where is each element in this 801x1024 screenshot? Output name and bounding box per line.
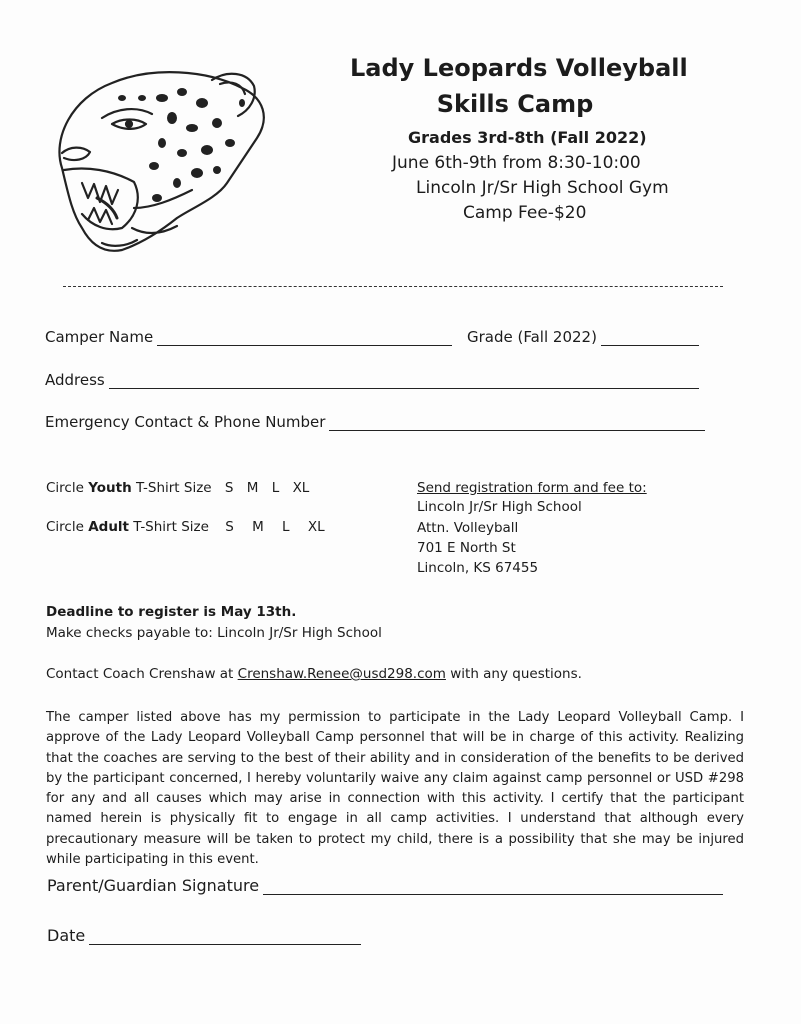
grade-field[interactable] <box>601 331 699 346</box>
leopard-mascot-logo <box>42 58 274 258</box>
youth-size-s[interactable]: S <box>224 480 234 496</box>
youth-size-xl[interactable]: XL <box>292 480 310 496</box>
adult-size-l[interactable]: L <box>282 519 290 535</box>
camp-dates: June 6th-9th from 8:30-10:00 <box>392 153 641 173</box>
adult-prefix: Circle <box>46 519 89 535</box>
camp-title-line2: Skills Camp <box>436 90 594 118</box>
youth-size-l[interactable]: L <box>271 480 280 496</box>
adult-size-m[interactable]: M <box>252 519 264 535</box>
deadline-note: Deadline to register is May 13th. <box>46 604 297 620</box>
mailing-line1: Lincoln Jr/Sr High School <box>417 499 582 515</box>
mailing-line4: Lincoln, KS 67455 <box>417 560 539 576</box>
camper-name-field[interactable] <box>157 331 452 346</box>
adult-bold-label: Adult <box>88 519 130 535</box>
mailing-heading: Send registration form and fee to: <box>417 480 647 496</box>
emergency-contact-field[interactable] <box>329 416 705 431</box>
camp-grades: Grades 3rd-8th (Fall 2022) <box>408 128 647 147</box>
mailing-line2: Attn. Volleyball <box>417 520 519 536</box>
camp-title-line1: Lady Leopards Volleyball <box>350 54 688 82</box>
camper-name-row <box>45 328 452 346</box>
grade-row <box>467 328 699 346</box>
date-label: Date <box>47 926 86 945</box>
grade-label: Grade (Fall 2022) <box>467 328 597 346</box>
youth-size-m[interactable]: M <box>246 480 259 496</box>
youth-suffix: T-Shirt Size <box>131 480 212 496</box>
youth-prefix: Circle <box>46 480 89 496</box>
address-field[interactable] <box>109 374 699 389</box>
adult-suffix: T-Shirt Size <box>129 519 209 535</box>
address-label: Address <box>45 371 105 389</box>
parent-signature-label: Parent/Guardian Signature <box>47 876 260 895</box>
date-row <box>47 926 361 945</box>
camper-name-label: Camper Name <box>45 328 154 346</box>
contact-prefix: Contact Coach Crenshaw at <box>46 666 238 682</box>
parent-signature-row <box>47 876 723 895</box>
youth-shirt-size-row <box>46 480 309 496</box>
contact-note <box>46 666 582 682</box>
emergency-contact-label: Emergency Contact & Phone Number <box>45 413 326 431</box>
parent-signature-field[interactable] <box>263 878 723 895</box>
coach-email-link[interactable]: Crenshaw.Renee@usd298.com <box>237 666 446 682</box>
mailing-line3: 701 E North St <box>417 540 516 556</box>
adult-shirt-size-row <box>46 519 325 535</box>
waiver-paragraph: The camper listed above has my permission to participate in the Lady Leopard Volleyball Camp. I approve of the Lady Leopard Volleyball Camp personnel that will be in charge of this activity. Realizing that the coaches are serving to the best of their ability and in consideration of the benefits to be derived by the participant concerned, I hereby voluntarily waive any claim against camp personnel or USD #298 for any and all causes which may arise in connection with this activity. I certify that the participant named herein is physically fit to engage in all camp activities. I understand that although every precautionary measure will be taken to protect my child, there is a possibility that she may be injured while participating in this event. <box>46 710 744 868</box>
camp-fee: Camp Fee-$20 <box>463 203 587 223</box>
checks-payable-note: Make checks payable to: Lincoln Jr/Sr High School <box>46 625 382 641</box>
contact-suffix: with any questions. <box>445 666 582 682</box>
youth-bold-label: Youth <box>88 480 132 496</box>
date-field[interactable] <box>89 928 361 945</box>
cut-line-divider <box>63 286 723 287</box>
address-row <box>45 371 699 389</box>
camp-location: Lincoln Jr/Sr High School Gym <box>416 178 669 198</box>
adult-size-s[interactable]: S <box>225 519 234 535</box>
adult-size-xl[interactable]: XL <box>307 519 325 535</box>
emergency-contact-row <box>45 413 705 431</box>
